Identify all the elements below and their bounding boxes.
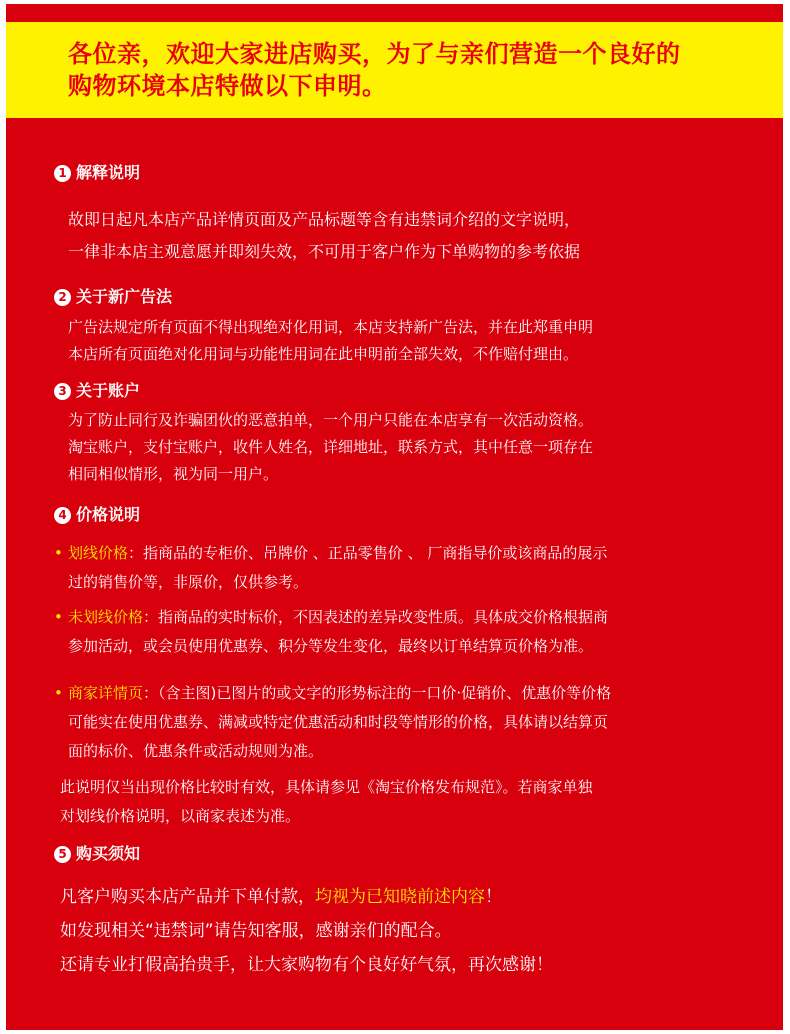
number-3-badge: 3 xyxy=(54,383,71,400)
price-note xyxy=(60,773,775,831)
price-bullet-crossed xyxy=(54,539,764,597)
section-4-heading: 价格说明 xyxy=(76,505,141,524)
section-3-line-1: 为了防止同行及诈骗团伙的恶意拍单，一个用户只能在本店享有一次活动资格。 xyxy=(68,411,594,429)
closing-line-3: 还请专业打假高抬贵手，让大家购物有个良好好气氛，再次感谢！ xyxy=(60,955,553,975)
bullet-2-line-1: 指商品的实时标价，不因表述的差异改变性质。具体成交价格根据商 xyxy=(158,608,609,626)
section-3-line-3: 相同相似情形，视为同一用户。 xyxy=(68,465,279,483)
bullet-2-line-2: 参加活动，或会员使用优惠券、积分等发生变化，最终以订单结算页价格为准。 xyxy=(68,637,594,655)
price-note-line-2: 对划线价格说明，以商家表述为准。 xyxy=(60,807,301,825)
section-1-heading: 解释说明 xyxy=(76,163,141,182)
closing-highlight: 均视为已知晓前述内容 xyxy=(315,887,485,907)
section-3-text xyxy=(68,407,768,488)
section-5-heading: 购买须知 xyxy=(76,844,141,863)
term-separator: ： xyxy=(143,608,159,626)
bullet-3-line-1: （含主图)已图片的或文字的形势标注的一口价·促销价、优惠价等价格 xyxy=(158,684,612,702)
closing-line-1: 凡客户购买本店产品并下单付款， xyxy=(60,887,315,907)
closing-line-2: 如发现相关“违禁词”请告知客服，感谢亲们的配合。 xyxy=(60,921,452,941)
section-1-line-1: 故即日起凡本店产品详情页面及产品标题等含有违禁词介绍的文字说明， xyxy=(68,210,581,229)
section-1-line-2: 一律非本店主观意愿并即刻失效，不可用于客户作为下单购物的参考依据 xyxy=(68,242,581,261)
section-2-title xyxy=(54,286,172,308)
header-line-2: 购物环境本店特做以下申明。 xyxy=(68,72,387,100)
notice-poster xyxy=(6,4,783,1030)
bullet-3-line-3: 面的标价、优惠条件或活动规则为准。 xyxy=(68,742,324,760)
closing-line-1-end: ！ xyxy=(485,887,502,907)
price-note-line-1: 此说明仅当出现价格比较时有效，具体请参见《淘宝价格发布规范》。若商家单独 xyxy=(60,778,593,796)
price-bullet-detail-page xyxy=(54,679,764,766)
section-1-text xyxy=(68,204,768,268)
bullet-dot: • xyxy=(54,544,63,562)
section-2-line-2: 本店所有页面绝对化用词与功能性用词在此申明前全部失效，不作赔付理由。 xyxy=(68,345,579,363)
header-text xyxy=(68,38,768,102)
bullet-3-line-2: 可能实在使用优惠券、满减或特定优惠活动和时段等情形的价格，具体请以结算页 xyxy=(68,713,609,731)
section-1-title xyxy=(54,162,140,184)
section-3-title xyxy=(54,380,140,402)
bullet-1-line-2: 过的销售价等，非原价，仅供参考。 xyxy=(68,573,309,591)
term-separator: ： xyxy=(143,684,159,702)
number-2-badge: 2 xyxy=(54,289,71,306)
term-uncrossed-price: 未划线价格 xyxy=(68,608,144,626)
section-4-title xyxy=(54,504,140,526)
closing-text xyxy=(60,880,775,982)
number-1-badge: 1 xyxy=(54,165,71,182)
number-5-badge: 5 xyxy=(54,846,71,863)
header-banner xyxy=(6,22,783,118)
header-line-1: 各位亲，欢迎大家进店购买，为了与亲们营造一个良好的 xyxy=(68,40,681,68)
term-separator: ： xyxy=(128,544,144,562)
term-merchant-detail: 商家详情页 xyxy=(68,684,144,702)
section-2-heading: 关于新广告法 xyxy=(76,287,173,306)
section-2-text xyxy=(68,314,768,368)
section-5-title xyxy=(54,843,140,865)
price-bullet-uncrossed xyxy=(54,603,764,661)
bullet-dot: • xyxy=(54,684,63,702)
section-3-line-2: 淘宝账户，支付宝账户，收件人姓名，详细地址，联系方式，其中任意一项存在 xyxy=(68,438,594,456)
section-2-line-1: 广告法规定所有页面不得出现绝对化用词，本店支持新广告法，并在此郑重申明 xyxy=(68,318,594,336)
term-crossed-price: 划线价格 xyxy=(68,544,129,562)
bullet-1-line-1: 指商品的专柜价、吊牌价 、正品零售价 、 厂商指导价或该商品的展示 xyxy=(143,544,608,562)
section-3-heading: 关于账户 xyxy=(76,381,141,400)
number-4-badge: 4 xyxy=(54,507,71,524)
bullet-dot: • xyxy=(54,608,63,626)
